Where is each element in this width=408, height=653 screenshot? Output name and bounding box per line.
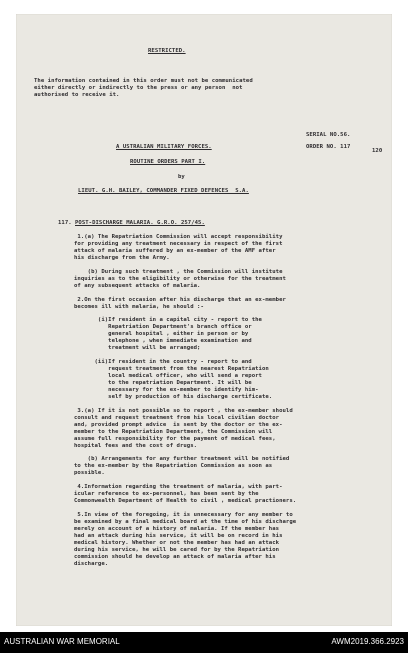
- body-line: 5.In view of the foregoing, it is unnecessary for any member to: [74, 512, 293, 518]
- footer-accession-number: AWM2019.366.2923: [331, 637, 404, 646]
- document-page: [16, 14, 392, 626]
- body-line: 4.Information regarding the treatment of malaria, with part-: [74, 484, 283, 491]
- by-line: by: [178, 174, 185, 180]
- body-line: self by production of his discharge certificate.: [74, 393, 273, 400]
- restricted-heading: RESTRICTED.: [148, 48, 186, 54]
- body-line: Commonwealth Department of Health to civil , medical practioners.: [74, 498, 297, 505]
- body-line: general hospital , either in person or by: [74, 331, 249, 338]
- notice-line-3: authorised to receive it.: [34, 92, 120, 98]
- body-line: to the repatriation Department. It will be: [74, 379, 252, 386]
- routine-orders-title: ROUTINE ORDERS PART I.: [130, 159, 206, 165]
- body-line: commission should he develop an attack of malaria after his: [74, 553, 276, 560]
- body-line: necessary for the ex-member to identify him-: [74, 386, 259, 393]
- body-line: consult and request treatment from his local civilian doctor: [74, 414, 280, 421]
- archive-footer: [0, 632, 408, 653]
- body-line: possible.: [74, 470, 105, 477]
- body-line: discharge.: [74, 560, 109, 567]
- body-line: Repatriation Department's branch office or: [74, 324, 252, 331]
- notice-line-1: The information contained in this order must not be communicated: [34, 78, 253, 84]
- body-line: (b) Arrangements for any further treatment will be notified: [74, 456, 290, 463]
- body-line: 2.On the first occasion after his discharge that an ex-member: [74, 296, 286, 303]
- body-line: member to the Repatriation Department, the Commission will: [74, 428, 273, 435]
- body-line: treatment will be arranged;: [74, 345, 201, 352]
- body-line: 1.(a) The Repatriation Commission will accept responsibility: [74, 234, 283, 240]
- body-line: (i)If resident in a capital city - report to the: [74, 317, 262, 324]
- body-line: and, provided prompt advice is sent by the doctor or the ex-: [74, 421, 283, 428]
- body-line: his discharge from the Army.: [74, 254, 170, 261]
- body-line: 3.(a) If it is not possible so to report , the ex-member should: [74, 407, 293, 414]
- body-line: to the ex-member by the Repatriation Commission as soon as: [74, 463, 273, 470]
- body-line: hospital fees and the cost of drugs.: [74, 442, 198, 449]
- commander-line: LIEUT. G.H. BAILEY, COMMANDER FIXED DEFENCES S.A.: [78, 188, 249, 194]
- body-line: during his service, he will be cared for by the Repatriation: [74, 546, 280, 553]
- order-number: ORDER NO. 117: [306, 144, 351, 150]
- body-line: merely on account of a history of malaria. If the member has: [74, 525, 280, 532]
- body-line: (ii)If resident in the country - report to and: [74, 359, 252, 366]
- body-line: (b) During such treatment , the Commission will institute: [74, 268, 283, 275]
- body-line: be examined by a final medical board at the time of his discharge: [74, 518, 297, 525]
- body-line: attack of malaria suffered by an ex-member of the AMF after: [74, 247, 276, 254]
- serial-number: SERIAL NO.56.: [306, 132, 351, 138]
- body-line: medical history. Whether or not the member has had an attack: [74, 539, 280, 546]
- notice-line-2: either directly or indirectly to the press or any person not: [34, 85, 243, 91]
- body-line: inquiries as to the eligibility or otherwise for the treatment: [74, 275, 286, 282]
- body-line: assume full responsibility for the payment of medical fees,: [74, 435, 276, 442]
- org-title: A USTRALIAN MILITARY FORCES.: [116, 144, 212, 150]
- body-line: icular reference to ex-personnel, has been sent by the: [74, 491, 259, 498]
- body-line: request treatment from the nearest Repatriation: [74, 366, 269, 373]
- body-line: local medical officer, who will send a report: [74, 373, 262, 379]
- body-line: telephone , when immediate examination and: [74, 338, 252, 345]
- footer-institution: AUSTRALIAN WAR MEMORIAL: [4, 637, 120, 646]
- body-line: becomes ill with malaria, he should :-: [74, 303, 204, 310]
- page-number: 120: [372, 148, 383, 154]
- body-line: for providing any treatment necessary in respect of the first: [74, 240, 283, 247]
- body-line: had an attack during his service, it will be on record in his: [74, 532, 283, 539]
- body-line: of any subsequent attacks of malaria.: [74, 282, 201, 289]
- item-title: POST-DISCHARGE MALARIA. G.R.O. 257/45.: [75, 220, 205, 226]
- item-number: 117.: [58, 220, 72, 226]
